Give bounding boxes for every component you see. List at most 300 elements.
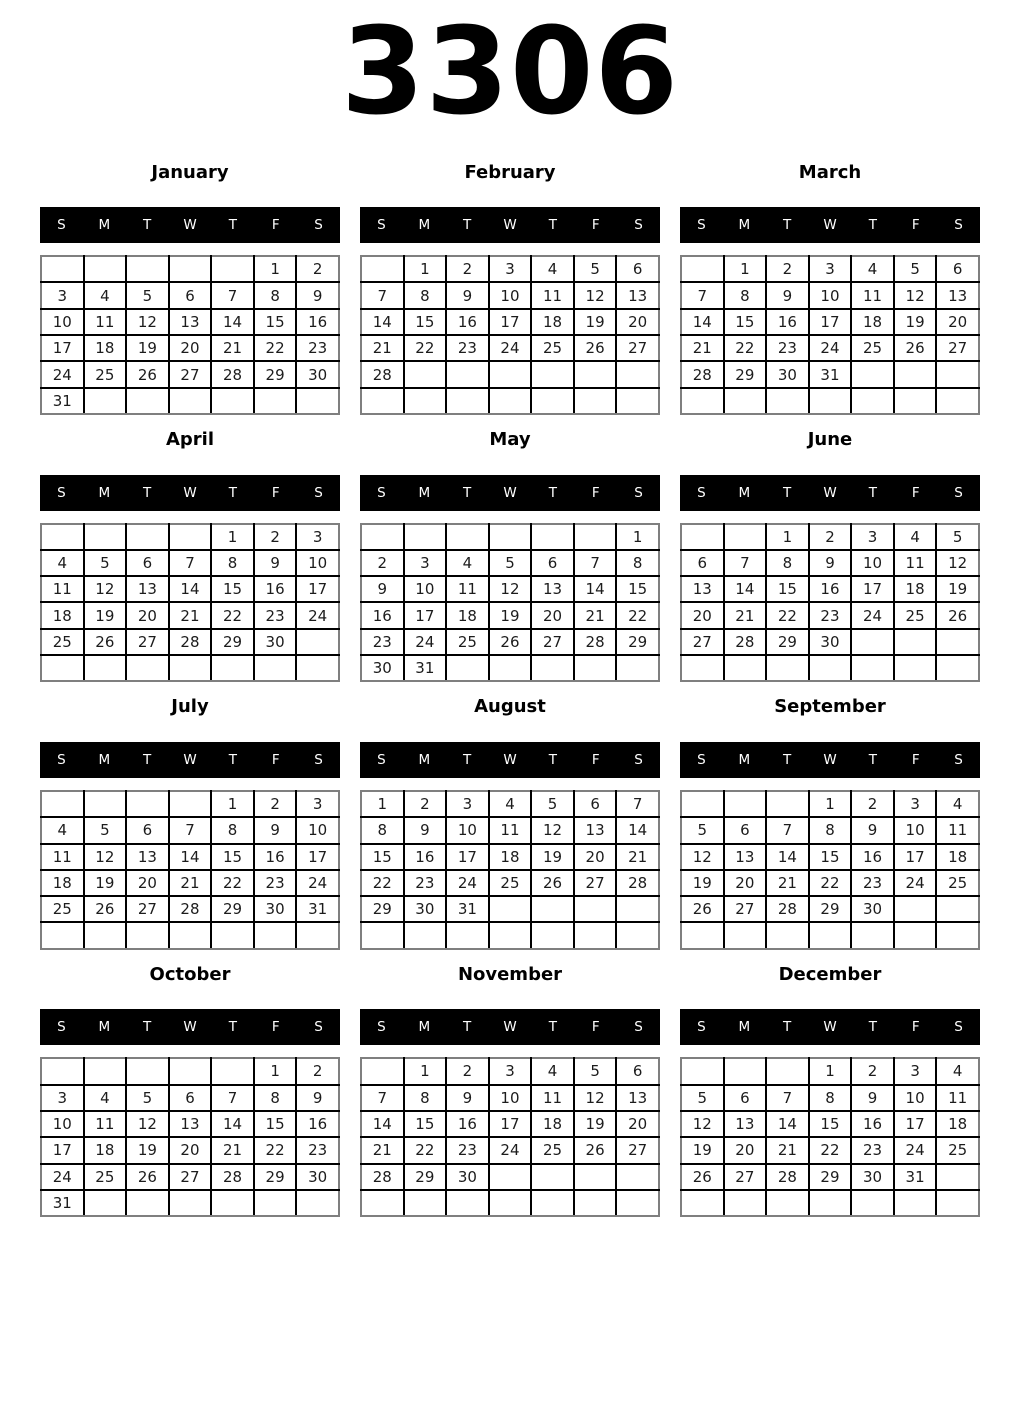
day-cell: 14: [681, 309, 724, 335]
day-cell: [404, 361, 447, 387]
day-cell: 3: [296, 791, 339, 817]
day-cell: 5: [489, 550, 532, 576]
day-cell: [361, 388, 404, 414]
day-cell: 24: [894, 870, 937, 896]
day-cell: 22: [361, 870, 404, 896]
month-january: [40, 162, 340, 415]
day-cell: 12: [84, 844, 127, 870]
weekday-label: S: [57, 751, 66, 768]
day-cell: 24: [489, 335, 532, 361]
day-cell: 26: [574, 1137, 617, 1163]
week-row: [361, 870, 659, 896]
day-cell: [169, 1190, 212, 1216]
day-cell: 15: [254, 309, 297, 335]
day-cell: [254, 388, 297, 414]
day-cell: 8: [404, 282, 447, 308]
day-cell: [84, 922, 127, 948]
day-cell: 1: [724, 256, 767, 282]
day-cell: 19: [894, 309, 937, 335]
day-cell: 4: [489, 791, 532, 817]
day-cell: [361, 1190, 404, 1216]
day-cell: 25: [84, 1164, 127, 1190]
weekday-label: M: [418, 217, 431, 234]
day-cell: 25: [851, 335, 894, 361]
day-cell: 11: [936, 1085, 979, 1111]
weekday-label: S: [314, 1019, 323, 1036]
week-row: [361, 922, 659, 948]
month-march: [680, 162, 980, 415]
days-grid: [40, 255, 340, 415]
weekday-label: W: [823, 217, 837, 234]
day-cell: [41, 655, 84, 681]
weekday-label: W: [823, 1019, 837, 1036]
week-row: [361, 844, 659, 870]
day-cell: 7: [169, 550, 212, 576]
day-cell: 11: [41, 844, 84, 870]
day-cell: 7: [766, 1085, 809, 1111]
day-cell: 4: [531, 1058, 574, 1084]
day-cell: 12: [84, 576, 127, 602]
day-cell: [84, 524, 127, 550]
weekday-header-bar: [40, 475, 340, 511]
day-cell: [851, 1190, 894, 1216]
day-cell: [211, 922, 254, 948]
day-cell: 8: [361, 817, 404, 843]
day-cell: 9: [446, 1085, 489, 1111]
day-cell: [126, 1058, 169, 1084]
day-cell: [169, 256, 212, 282]
week-row: [681, 524, 979, 550]
day-cell: 31: [41, 1190, 84, 1216]
day-cell: [84, 256, 127, 282]
day-cell: 19: [936, 576, 979, 602]
day-cell: 14: [766, 1111, 809, 1137]
weekday-label: T: [548, 1019, 557, 1036]
day-cell: 3: [809, 256, 852, 282]
day-cell: 17: [41, 335, 84, 361]
day-cell: 8: [724, 282, 767, 308]
week-row: [681, 1111, 979, 1137]
day-cell: 20: [681, 602, 724, 628]
day-cell: 6: [724, 817, 767, 843]
day-cell: 17: [296, 844, 339, 870]
weekday-label: T: [228, 751, 237, 768]
day-cell: [531, 896, 574, 922]
weekday-label: F: [271, 751, 280, 768]
day-cell: 1: [809, 1058, 852, 1084]
weekday-label: W: [183, 484, 197, 501]
day-cell: [126, 524, 169, 550]
day-cell: 19: [531, 844, 574, 870]
day-cell: [126, 922, 169, 948]
day-cell: 14: [211, 1111, 254, 1137]
day-cell: [296, 629, 339, 655]
day-cell: [41, 922, 84, 948]
month-november: [360, 964, 660, 1217]
day-cell: 11: [936, 817, 979, 843]
day-cell: 27: [936, 335, 979, 361]
day-cell: 2: [404, 791, 447, 817]
day-cell: 15: [724, 309, 767, 335]
day-cell: [851, 361, 894, 387]
day-cell: 2: [851, 1058, 894, 1084]
day-cell: 21: [211, 335, 254, 361]
day-cell: [446, 524, 489, 550]
day-cell: [211, 256, 254, 282]
week-row: [361, 335, 659, 361]
week-row: [41, 791, 339, 817]
day-cell: 5: [84, 817, 127, 843]
day-cell: 13: [936, 282, 979, 308]
week-row: [361, 1164, 659, 1190]
month-july: [40, 696, 340, 949]
day-cell: 8: [254, 282, 297, 308]
day-cell: 16: [446, 1111, 489, 1137]
day-cell: 18: [894, 576, 937, 602]
day-cell: 20: [724, 1137, 767, 1163]
day-cell: 3: [41, 1085, 84, 1111]
day-cell: [766, 1190, 809, 1216]
day-cell: 1: [404, 256, 447, 282]
day-cell: 16: [446, 309, 489, 335]
day-cell: 20: [531, 602, 574, 628]
weekday-label: S: [697, 751, 706, 768]
day-cell: [616, 922, 659, 948]
day-cell: 26: [681, 1164, 724, 1190]
day-cell: [489, 1190, 532, 1216]
week-row: [361, 602, 659, 628]
day-cell: [809, 655, 852, 681]
day-cell: 2: [254, 524, 297, 550]
weekday-label: T: [548, 217, 557, 234]
day-cell: 16: [254, 576, 297, 602]
day-cell: 12: [681, 844, 724, 870]
weekday-label: T: [868, 484, 877, 501]
day-cell: 4: [41, 817, 84, 843]
day-cell: 4: [936, 791, 979, 817]
weekday-header-bar: [680, 475, 980, 511]
day-cell: [724, 524, 767, 550]
weekday-label: T: [143, 751, 152, 768]
day-cell: 12: [936, 550, 979, 576]
week-row: [361, 1085, 659, 1111]
day-cell: 28: [574, 629, 617, 655]
weekday-header-bar: [360, 742, 660, 778]
weekday-label: F: [591, 484, 600, 501]
day-cell: [41, 524, 84, 550]
day-cell: 25: [489, 870, 532, 896]
weekday-label: T: [783, 1019, 792, 1036]
day-cell: 8: [766, 550, 809, 576]
day-cell: 10: [894, 817, 937, 843]
week-row: [41, 844, 339, 870]
week-row: [41, 576, 339, 602]
day-cell: 11: [851, 282, 894, 308]
day-cell: 30: [851, 896, 894, 922]
day-cell: 23: [254, 870, 297, 896]
day-cell: [574, 361, 617, 387]
month-april: [40, 429, 340, 682]
week-row: [41, 655, 339, 681]
day-cell: 18: [489, 844, 532, 870]
week-row: [41, 1111, 339, 1137]
day-cell: 5: [894, 256, 937, 282]
day-cell: 27: [169, 361, 212, 387]
day-cell: 6: [681, 550, 724, 576]
day-cell: 13: [169, 309, 212, 335]
day-cell: 23: [851, 870, 894, 896]
day-cell: 26: [574, 335, 617, 361]
day-cell: 21: [361, 335, 404, 361]
day-cell: 7: [616, 791, 659, 817]
day-cell: 13: [531, 576, 574, 602]
day-cell: 30: [361, 655, 404, 681]
week-row: [41, 1190, 339, 1216]
day-cell: 15: [616, 576, 659, 602]
day-cell: [574, 922, 617, 948]
week-row: [41, 922, 339, 948]
weekday-label: S: [634, 484, 643, 501]
week-row: [41, 629, 339, 655]
weekday-label: M: [738, 751, 751, 768]
day-cell: 28: [681, 361, 724, 387]
day-cell: 2: [809, 524, 852, 550]
day-cell: 8: [809, 817, 852, 843]
weekday-label: M: [98, 751, 111, 768]
day-cell: 22: [404, 335, 447, 361]
day-cell: 5: [681, 817, 724, 843]
month-title: March: [798, 161, 862, 183]
day-cell: 25: [531, 1137, 574, 1163]
day-cell: 7: [361, 282, 404, 308]
day-cell: [41, 791, 84, 817]
day-cell: 17: [41, 1137, 84, 1163]
day-cell: 23: [809, 602, 852, 628]
day-cell: 12: [574, 282, 617, 308]
day-cell: 11: [84, 309, 127, 335]
day-cell: [724, 655, 767, 681]
weekday-header-bar: [40, 207, 340, 243]
day-cell: 15: [809, 844, 852, 870]
day-cell: 21: [616, 844, 659, 870]
day-cell: 29: [809, 1164, 852, 1190]
month-title: June: [807, 428, 853, 450]
day-cell: 22: [766, 602, 809, 628]
day-cell: 26: [936, 602, 979, 628]
week-row: [681, 629, 979, 655]
day-cell: 22: [724, 335, 767, 361]
day-cell: 9: [809, 550, 852, 576]
day-cell: 26: [126, 361, 169, 387]
weekday-label: W: [503, 751, 517, 768]
day-cell: [681, 388, 724, 414]
weekday-label: S: [314, 217, 323, 234]
weekday-label: F: [911, 751, 920, 768]
day-cell: 28: [211, 361, 254, 387]
day-cell: 16: [851, 1111, 894, 1137]
day-cell: [211, 655, 254, 681]
weekday-label: T: [143, 217, 152, 234]
day-cell: 9: [254, 550, 297, 576]
days-grid: [360, 1057, 660, 1217]
week-row: [361, 629, 659, 655]
day-cell: [126, 1190, 169, 1216]
day-cell: [936, 1164, 979, 1190]
day-cell: 22: [809, 1137, 852, 1163]
day-cell: 26: [894, 335, 937, 361]
day-cell: [361, 922, 404, 948]
day-cell: 29: [404, 1164, 447, 1190]
weekday-label: S: [697, 217, 706, 234]
day-cell: 13: [616, 1085, 659, 1111]
day-cell: [766, 388, 809, 414]
month-title: February: [464, 161, 556, 183]
weekday-label: W: [183, 751, 197, 768]
day-cell: 18: [84, 1137, 127, 1163]
day-cell: [681, 524, 724, 550]
day-cell: [211, 1058, 254, 1084]
days-grid: [40, 790, 340, 950]
day-cell: 25: [894, 602, 937, 628]
day-cell: 18: [531, 309, 574, 335]
month-may: [360, 429, 660, 682]
day-cell: 27: [616, 335, 659, 361]
day-cell: 20: [616, 1111, 659, 1137]
day-cell: 3: [446, 791, 489, 817]
day-cell: 3: [489, 1058, 532, 1084]
day-cell: 17: [446, 844, 489, 870]
day-cell: 15: [766, 576, 809, 602]
day-cell: 17: [489, 309, 532, 335]
week-row: [681, 844, 979, 870]
day-cell: 21: [766, 1137, 809, 1163]
days-grid: [360, 790, 660, 950]
day-cell: [724, 388, 767, 414]
weekday-label: S: [57, 1019, 66, 1036]
week-row: [41, 602, 339, 628]
day-cell: 18: [41, 870, 84, 896]
day-cell: 3: [894, 791, 937, 817]
days-grid: [680, 523, 980, 683]
day-cell: 6: [616, 256, 659, 282]
month-august: [360, 696, 660, 949]
day-cell: [894, 629, 937, 655]
day-cell: 28: [766, 1164, 809, 1190]
day-cell: 4: [84, 1085, 127, 1111]
day-cell: 20: [126, 870, 169, 896]
day-cell: 17: [296, 576, 339, 602]
month-title: May: [489, 428, 531, 450]
day-cell: 23: [446, 335, 489, 361]
day-cell: 27: [724, 896, 767, 922]
day-cell: 24: [296, 602, 339, 628]
day-cell: [574, 655, 617, 681]
day-cell: 27: [126, 629, 169, 655]
day-cell: 19: [681, 870, 724, 896]
day-cell: [254, 655, 297, 681]
day-cell: 13: [574, 817, 617, 843]
day-cell: 28: [616, 870, 659, 896]
day-cell: 4: [851, 256, 894, 282]
day-cell: 4: [84, 282, 127, 308]
day-cell: 16: [766, 309, 809, 335]
weekday-header-bar: [360, 207, 660, 243]
day-cell: [446, 1190, 489, 1216]
day-cell: [404, 1190, 447, 1216]
day-cell: 14: [169, 576, 212, 602]
day-cell: [809, 1190, 852, 1216]
weekday-label: T: [783, 484, 792, 501]
week-row: [681, 1190, 979, 1216]
day-cell: [404, 922, 447, 948]
week-row: [361, 655, 659, 681]
month-title: August: [474, 696, 546, 718]
day-cell: 9: [254, 817, 297, 843]
weekday-label: M: [98, 484, 111, 501]
day-cell: 26: [84, 629, 127, 655]
weekday-label: M: [738, 1019, 751, 1036]
day-cell: 9: [851, 817, 894, 843]
week-row: [681, 335, 979, 361]
day-cell: 20: [616, 309, 659, 335]
day-cell: 24: [894, 1137, 937, 1163]
month-september: [680, 696, 980, 949]
day-cell: 22: [809, 870, 852, 896]
day-cell: [531, 524, 574, 550]
day-cell: [724, 922, 767, 948]
day-cell: 7: [681, 282, 724, 308]
day-cell: 21: [724, 602, 767, 628]
week-row: [681, 388, 979, 414]
day-cell: 10: [851, 550, 894, 576]
weekday-label: S: [377, 217, 386, 234]
day-cell: [169, 791, 212, 817]
day-cell: 28: [766, 896, 809, 922]
day-cell: 18: [851, 309, 894, 335]
weekday-label: W: [823, 484, 837, 501]
month-december: [680, 964, 980, 1217]
day-cell: 6: [169, 1085, 212, 1111]
weekday-label: F: [271, 484, 280, 501]
day-cell: 30: [296, 361, 339, 387]
day-cell: 2: [296, 1058, 339, 1084]
day-cell: 2: [446, 256, 489, 282]
day-cell: 25: [446, 629, 489, 655]
week-row: [361, 309, 659, 335]
day-cell: 27: [616, 1137, 659, 1163]
day-cell: [489, 896, 532, 922]
day-cell: 26: [489, 629, 532, 655]
week-row: [41, 524, 339, 550]
day-cell: [531, 361, 574, 387]
day-cell: 19: [126, 335, 169, 361]
day-cell: [681, 256, 724, 282]
day-cell: 5: [126, 282, 169, 308]
day-cell: 29: [211, 896, 254, 922]
day-cell: 23: [766, 335, 809, 361]
day-cell: 15: [404, 1111, 447, 1137]
day-cell: 11: [894, 550, 937, 576]
day-cell: 2: [361, 550, 404, 576]
weekday-label: T: [868, 217, 877, 234]
day-cell: [766, 922, 809, 948]
day-cell: [809, 388, 852, 414]
day-cell: 25: [936, 870, 979, 896]
day-cell: [489, 1164, 532, 1190]
day-cell: [126, 256, 169, 282]
day-cell: 27: [126, 896, 169, 922]
weekday-label: M: [98, 217, 111, 234]
